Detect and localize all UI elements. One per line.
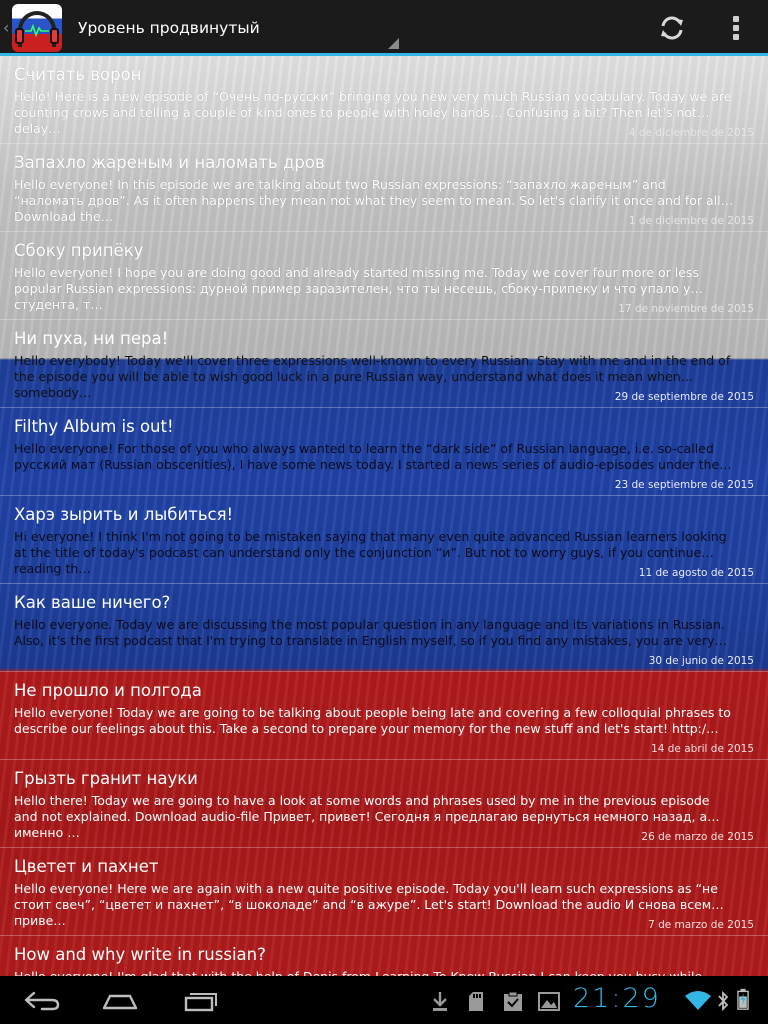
item-date: 26 de marzo de 2015 [641, 831, 754, 843]
image-icon [538, 990, 560, 1012]
item-title: Как ваше ничего? [14, 593, 171, 612]
feed-item[interactable] [0, 320, 768, 408]
item-title: Не прошло и полгода [14, 681, 202, 700]
overflow-dot [733, 16, 739, 22]
recent-apps-icon [180, 986, 222, 1014]
overflow-dot [733, 34, 739, 40]
feed-item[interactable] [0, 672, 768, 760]
feed-item[interactable] [0, 584, 768, 672]
level-spinner-title[interactable]: Уровень продвинутый [78, 19, 260, 37]
item-date: 23 de septiembre de 2015 [614, 479, 754, 491]
feed-item[interactable] [0, 144, 768, 232]
item-summary: Hello everyone! In this episode we are talking about two Russian expressions: “запахло жареным” and “наломать дров”. As it often happens they mean not what they seem to mean. So let's clarify it once and for all. Download the… [14, 177, 725, 224]
item-date: 4 de diciembre de 2015 [628, 127, 754, 139]
download-icon [430, 990, 450, 1012]
feed-item[interactable] [0, 56, 768, 144]
item-title: Сбоку припёку [14, 241, 144, 260]
item-date: 17 de noviembre de 2015 [618, 303, 754, 315]
feed-list [0, 56, 768, 1024]
back-icon [20, 986, 64, 1014]
up-caret-icon[interactable]: ‹ [3, 18, 10, 37]
feed-item[interactable] [0, 848, 768, 936]
action-bar [0, 0, 768, 56]
item-summary: Hello everyone! Today we are going to be talking about people being late and covering a few colloquial phrases to describe our feelings about this. Take a second to prepare your memory for the new stuff and let's start! http:/… [14, 705, 731, 736]
spinner-triangle-icon[interactable] [388, 38, 399, 49]
item-date: 29 de septiembre de 2015 [614, 391, 754, 403]
item-date: 7 de marzo de 2015 [648, 919, 754, 931]
refresh-button[interactable] [652, 8, 692, 48]
item-summary: Hello everyone! I hope you are doing good and already started missing me. Today we cover four more or less popular Russian expressions: дурной пример заразителен, что ты несешь, сбоку-припеку и что упало у студента, т… [14, 265, 699, 312]
item-date: 11 de agosto de 2015 [638, 567, 754, 579]
bluetooth-icon [716, 990, 730, 1012]
overflow-dot [733, 25, 739, 31]
item-title: Считать ворон [14, 65, 142, 84]
feed-item[interactable] [0, 232, 768, 320]
feed-item[interactable] [0, 408, 768, 496]
item-title: Filthy Album is out! [14, 417, 174, 436]
item-title: Ни пуха, ни пера! [14, 329, 169, 348]
item-summary: Hello! Here is a new episode of “Очень по-русски” bringing you new very much Russian vocabulary. Today we are counting crows and telling a couple of kind ones to people with holey hands… Confusing a bit? Then let's not delay… [14, 89, 732, 136]
item-title: Харэ зырить и лыбиться! [14, 505, 234, 524]
item-summary: Hello everybody! Today we'll cover three expressions well-known to every Russian. Stay with me and in the end of the episode you will be able to wish good luck in a pure Russian way, understand what does it mean when somebody… [14, 353, 731, 400]
item-title: How and why write in russian? [14, 945, 266, 964]
headphone-cup-right [50, 28, 59, 44]
feed-item[interactable] [0, 760, 768, 848]
battery-charging-icon [735, 988, 751, 1010]
feed-item[interactable] [0, 496, 768, 584]
item-summary: Hi everyone! I think I'm not going to be mistaken saying that many even quite advanced Russian learners looking at the title of today's podcast can understand only the conjunction “и”. But not to worry guys, if you continue reading th… [14, 529, 727, 576]
headphone-cup-left [15, 28, 24, 44]
nav-back-button[interactable] [20, 986, 64, 1014]
item-summary: Hello everyone. Today we are discussing the most popular question in any language and its variations in Russian. Also, it's the first podcast that I'm trying to translate in English myself, so if you find any mistakes, you are very… [14, 617, 728, 648]
pulse-icon [25, 24, 49, 36]
nav-recent-apps-button[interactable] [180, 986, 222, 1014]
item-title: Грызть гранит науки [14, 769, 198, 788]
home-icon [100, 986, 140, 1014]
refresh-icon [652, 8, 692, 48]
app-logo-icon[interactable] [12, 4, 62, 52]
status-clock: 21:29 [573, 983, 661, 1014]
wifi-icon [684, 990, 712, 1012]
overflow-menu-button[interactable] [720, 8, 752, 48]
item-summary: Hello everyone! Here we are again with a new quite positive episode. Today you'll learn such expressions as “не стоит свеч”, “цветет и пахнет”, “в шоколаде” and “в ажуре”. Let's start! Download the audio И снова всем приве… [14, 881, 718, 928]
item-date: 30 de junio de 2015 [648, 655, 754, 667]
item-title: Запахло жареным и наломать дров [14, 153, 325, 172]
system-bar [0, 976, 768, 1024]
item-summary: Hello there! Today we are going to have a look at some words and phrases used by me in the previous episode and not explained. Download audio-file Привет, привет! Сегодня я предлагаю вернуться немного назад, а именно … [14, 793, 710, 840]
nav-home-button[interactable] [100, 986, 140, 1014]
item-summary: Hello everyone! For those of you who always wanted to learn the “dark side” of Russian language, i.e. so-called русский мат (Russian obscenities), I have some news today. I started a news series of audio-episodes under the… [14, 441, 732, 472]
item-date: 1 de diciembre de 2015 [628, 215, 754, 227]
item-date: 14 de abril de 2015 [651, 743, 754, 755]
sd-card-icon [467, 990, 485, 1012]
item-title: Цветет и пахнет [14, 857, 159, 876]
clipboard-check-icon [502, 990, 524, 1012]
feed-list-container[interactable] [0, 56, 768, 976]
